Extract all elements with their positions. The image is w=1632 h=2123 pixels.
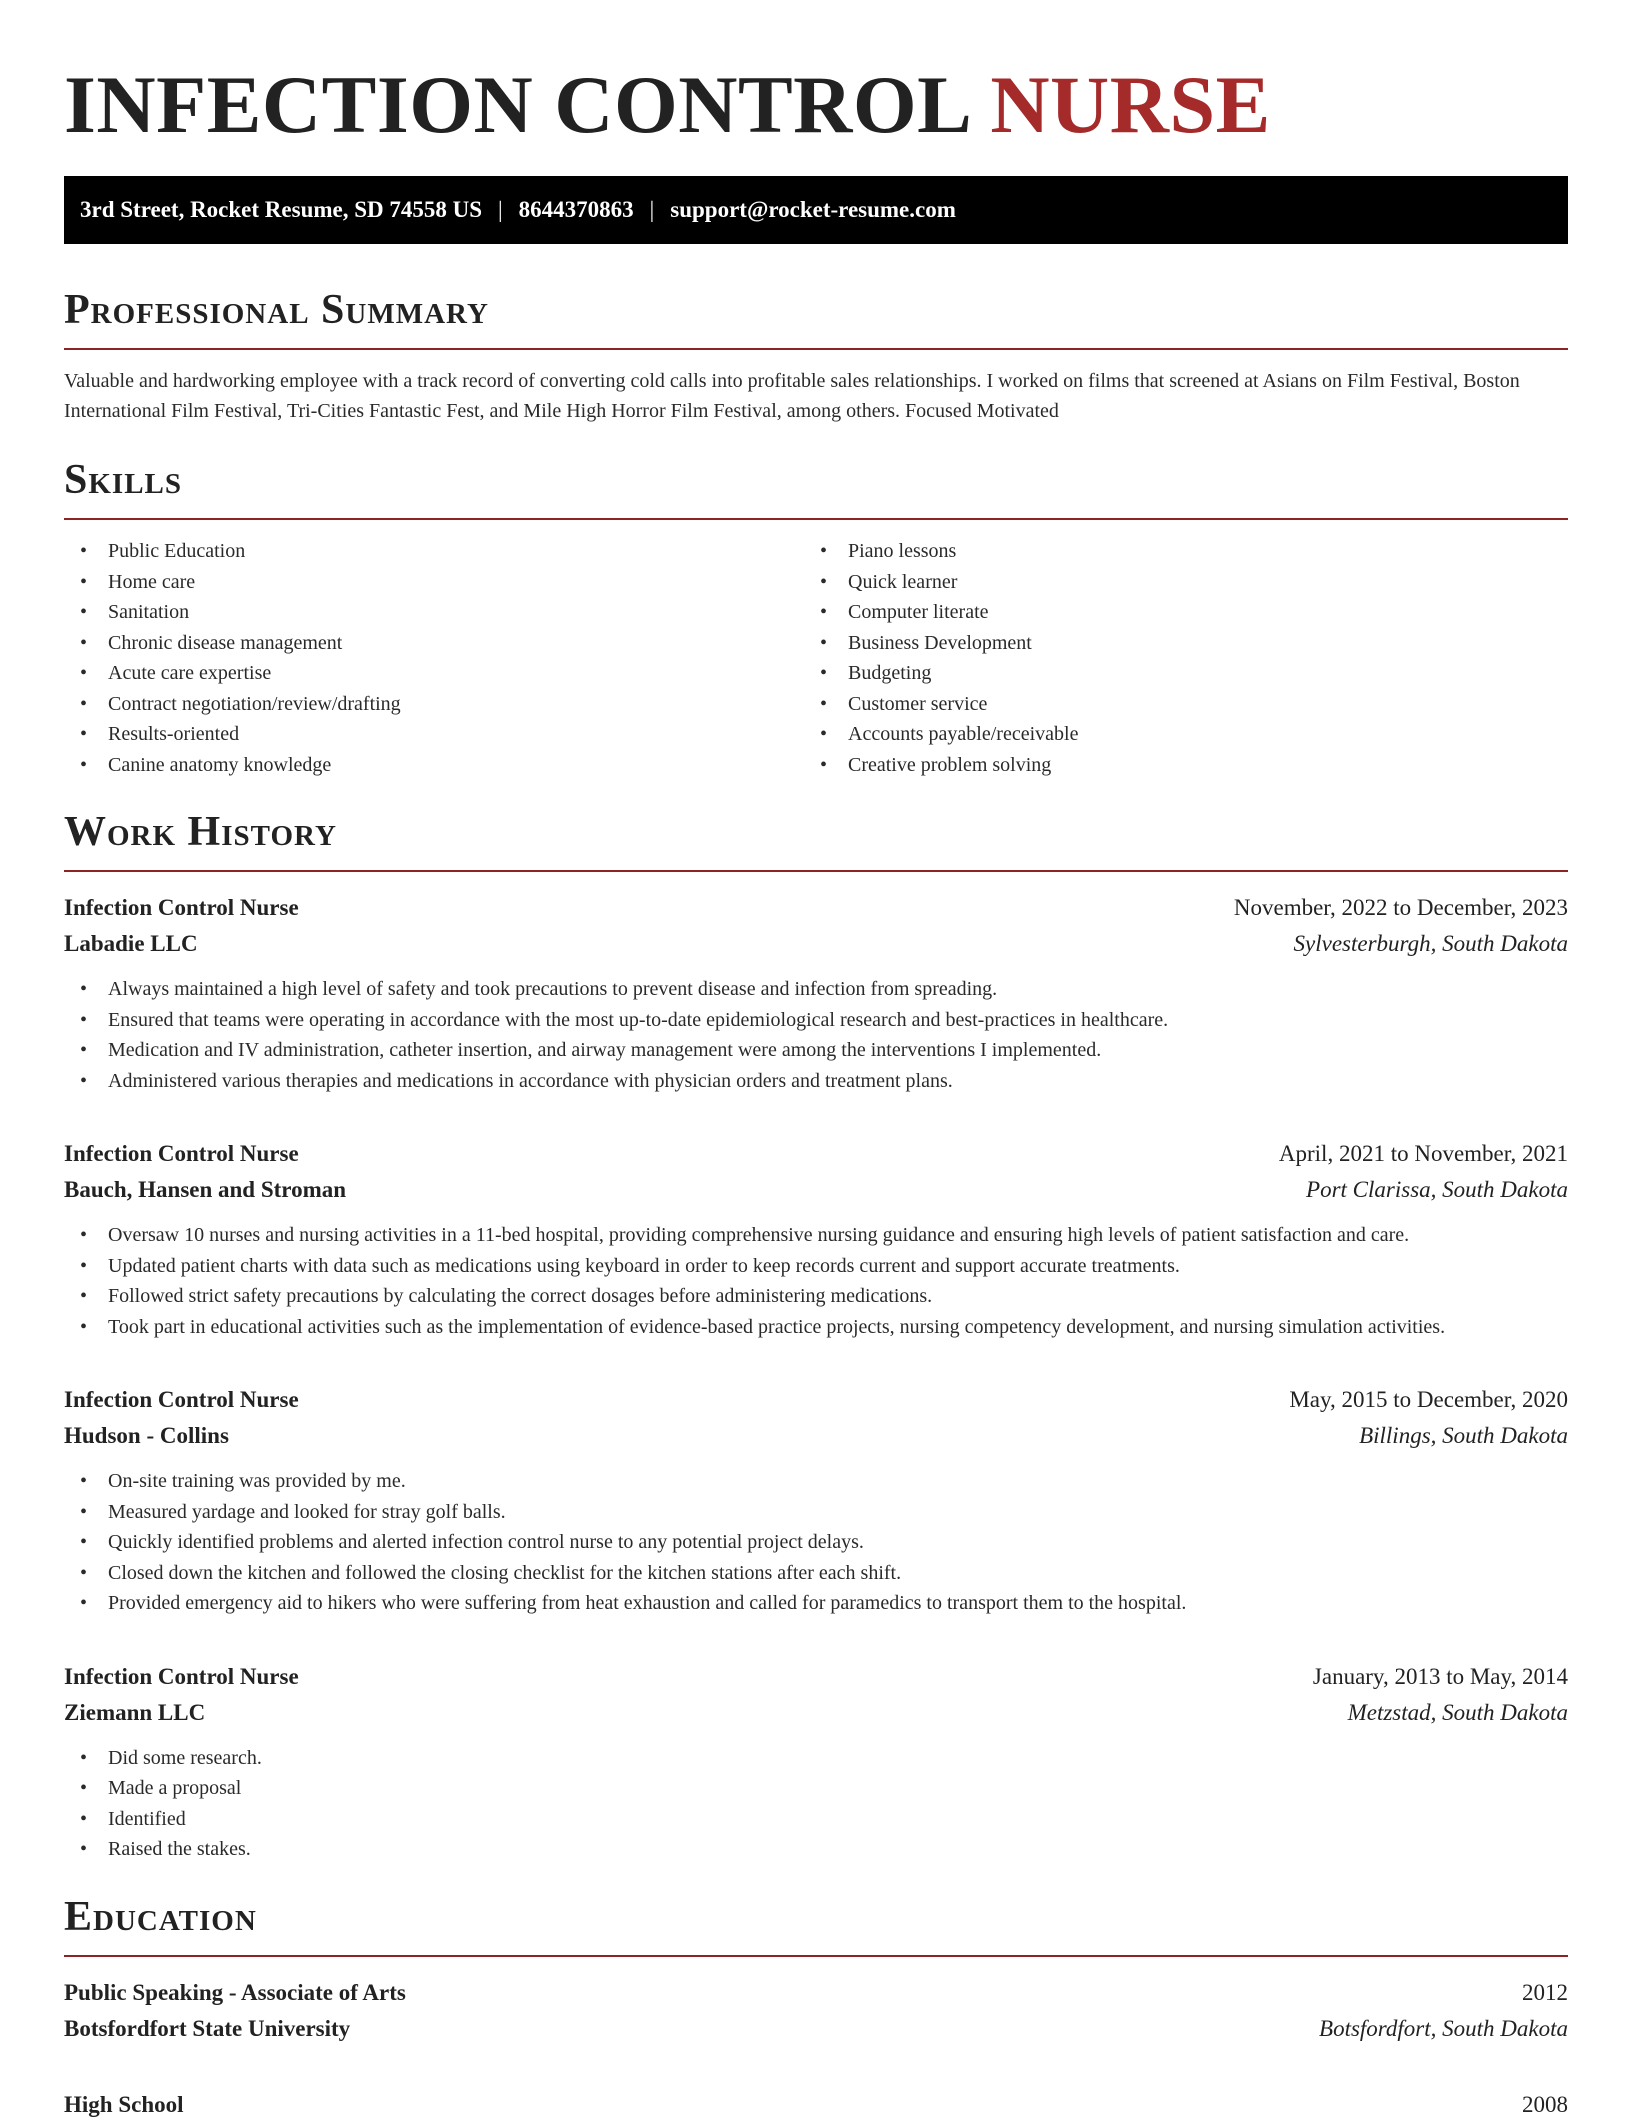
summary-heading: Professional Summary — [64, 287, 489, 333]
skill-item: • Quick learner — [804, 567, 1544, 598]
contact-address: 3rd Street, Rocket Resume, SD 74558 US — [80, 197, 483, 222]
section-divider — [64, 348, 1568, 350]
skill-item: • Creative problem solving — [804, 750, 1544, 781]
job-bullet: • Medication and IV administration, catheter insertion, and airway management were among the interventions I implemented. — [64, 1035, 1568, 1066]
job-bullet: • Did some research. — [64, 1743, 1568, 1774]
job-company: Ziemann LLC — [64, 1699, 206, 1725]
job-entry — [64, 890, 1568, 1096]
work-history-section — [64, 808, 1568, 1865]
job-bullet: • Ensured that teams were operating in accordance with the most up-to-date epidemiological research and best-practices in healthcare. — [64, 1005, 1568, 1036]
contact-bar — [64, 176, 1568, 244]
title-role: INFECTION CONTROL — [64, 59, 973, 150]
job-bullet: • Provided emergency aid to hikers who were suffering from heat exhaustion and called for paramedics to transport them to the hospital. — [64, 1588, 1568, 1619]
skill-item: • Acute care expertise — [64, 658, 804, 689]
contact-separator: | — [649, 197, 655, 222]
skill-item: • Sanitation — [64, 597, 804, 628]
job-bullet: • Administered various therapies and medications in accordance with physician orders and treatment plans. — [64, 1066, 1568, 1097]
summary-text: Valuable and hardworking employee with a track record of converting cold calls into profitable sales relationships. I worked on films that screened at Asians on Film Festival, Boston International Film Festival, Tri-Cities Fantastic Fest, and Mile High Horror Film Festival, among others. Focused Motivated — [64, 370, 1520, 422]
job-bullets — [64, 1466, 1568, 1619]
job-title: Infection Control Nurse — [64, 1141, 299, 1166]
skills-heading: Skills — [64, 457, 183, 503]
education-degree: High School — [64, 2091, 184, 2117]
job-company: Hudson - Collins — [64, 1423, 229, 1448]
job-bullet: • Followed strict safety precautions by calculating the correct dosages before administering medications. — [64, 1281, 1568, 1312]
skill-item: • Chronic disease management — [64, 628, 804, 659]
contact-email: support@rocket-resume.com — [670, 197, 956, 222]
skill-item: • Computer literate — [804, 597, 1544, 628]
resume-title — [64, 0, 1568, 152]
job-bullet: • Made a proposal — [64, 1773, 1568, 1804]
job-bullet: • Identified — [64, 1804, 1568, 1835]
contact-phone: 8644370863 — [518, 197, 634, 222]
job-title: Infection Control Nurse — [64, 1387, 299, 1412]
job-bullet: • Oversaw 10 nurses and nursing activities in a 11-bed hospital, providing comprehensive nursing guidance and ensuring high levels of patient satisfaction and care. — [64, 1220, 1568, 1251]
skills-section — [64, 456, 1568, 780]
job-location: Billings, South Dakota — [1359, 1423, 1568, 1448]
skills-list-right — [804, 536, 1544, 780]
skill-item: • Piano lessons — [804, 536, 1544, 567]
education-year: 2008 — [1522, 2091, 1568, 2117]
job-bullet: • On-site training was provided by me. — [64, 1466, 1568, 1497]
education-heading: Education — [64, 1893, 257, 1940]
job-location: Metzstad, South Dakota — [1347, 1699, 1568, 1725]
skill-item: • Budgeting — [804, 658, 1544, 689]
section-divider — [64, 518, 1568, 520]
job-title: Infection Control Nurse — [64, 1663, 299, 1689]
job-bullets — [64, 974, 1568, 1096]
job-company: Bauch, Hansen and Stroman — [64, 1177, 347, 1202]
contact-separator: | — [498, 197, 503, 222]
skill-item: • Canine anatomy knowledge — [64, 750, 804, 781]
job-bullets — [64, 1220, 1568, 1342]
job-bullet: • Took part in educational activities such as the implementation of evidence-based practice projects, nursing competency development, and nursing simulation activities. — [64, 1312, 1568, 1343]
section-divider — [64, 870, 1568, 872]
education-entry — [64, 1975, 1568, 2047]
job-entry — [64, 1382, 1568, 1619]
job-bullets — [64, 1743, 1568, 1865]
job-bullet: • Measured yardage and looked for stray golf balls. — [64, 1497, 1568, 1528]
job-entry — [64, 1136, 1568, 1342]
job-location: Sylvesterburgh, South Dakota — [1293, 931, 1568, 956]
job-bullet: • Closed down the kitchen and followed the closing checklist for the kitchen stations after each shift. — [64, 1558, 1568, 1589]
job-bullet: • Always maintained a high level of safety and took precautions to prevent disease and infection from spreading. — [64, 974, 1568, 1005]
summary-section — [64, 286, 1568, 426]
job-bullet: • Updated patient charts with data such as medications using keyboard in order to keep records current and support accurate treatments. — [64, 1251, 1568, 1282]
work-history-heading: Work History — [64, 809, 337, 855]
job-title: Infection Control Nurse — [64, 895, 299, 920]
title-accent: NURSE — [990, 59, 1271, 150]
job-entry — [64, 1659, 1568, 1865]
education-section — [64, 1893, 1568, 2123]
job-dates: November, 2022 to December, 2023 — [1233, 895, 1568, 920]
resume-content — [64, 0, 1568, 2123]
job-company: Labadie LLC — [64, 931, 198, 956]
skill-item: • Results-oriented — [64, 719, 804, 750]
skill-item: • Accounts payable/receivable — [804, 719, 1544, 750]
skill-item: • Contract negotiation/review/drafting — [64, 689, 804, 720]
education-school: Botsfordfort State University — [64, 2015, 351, 2041]
skill-item: • Customer service — [804, 689, 1544, 720]
job-dates: April, 2021 to November, 2021 — [1278, 1141, 1568, 1166]
education-degree: Public Speaking - Associate of Arts — [64, 1979, 406, 2005]
job-dates: January, 2013 to May, 2014 — [1312, 1663, 1568, 1689]
job-bullet: • Quickly identified problems and alerted infection control nurse to any potential project delays. — [64, 1527, 1568, 1558]
job-location: Port Clarissa, South Dakota — [1306, 1177, 1568, 1202]
skills-list-left — [64, 536, 804, 780]
skills-columns — [64, 536, 1568, 780]
education-entry — [64, 2087, 1568, 2123]
skill-item: • Home care — [64, 567, 804, 598]
section-divider — [64, 1955, 1568, 1957]
skill-item: • Public Education — [64, 536, 804, 567]
education-year: 2012 — [1522, 1979, 1568, 2005]
skill-item: • Business Development — [804, 628, 1544, 659]
education-location: Botsfordfort, South Dakota — [1319, 2015, 1568, 2041]
job-bullet: • Raised the stakes. — [64, 1834, 1568, 1865]
job-dates: May, 2015 to December, 2020 — [1289, 1387, 1568, 1412]
